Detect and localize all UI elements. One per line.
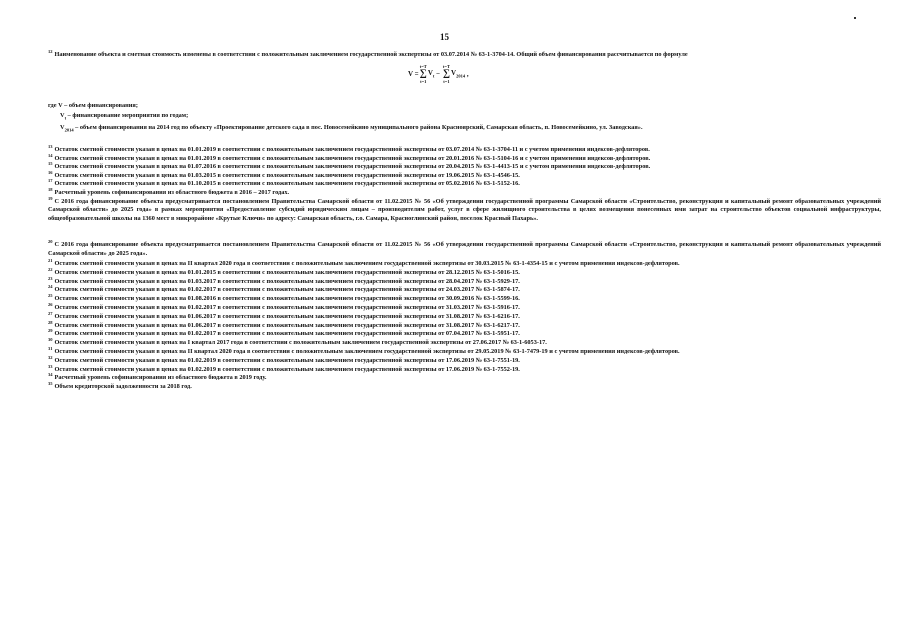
footnote-20: [48, 238, 881, 259]
footnote-number: 25: [48, 293, 53, 299]
def-symbol: V: [60, 124, 65, 131]
footnote-number: 18: [48, 187, 53, 192]
sum-symbol-2: [443, 64, 450, 84]
term-symbol: V: [451, 69, 457, 78]
footnote-text: Остаток сметной стоимости указан в ценах на 01.01.2019 в соответствии с положительным заключением государственной экспертизы от 20.01.2016 № 63-1-5104-16 и с учетом применения индексов-дефляторов.: [54, 154, 651, 162]
definition-vt: [60, 112, 188, 120]
def-text: – объем финансирования на 2014 год по объекту «Проектирование детского сада в пос. Новосемейкино муниципального района Красноярский, Самарская область, п. Новосемейкино, ул. Заводская».: [73, 124, 643, 131]
footnote-number: 13: [48, 144, 53, 149]
footnote-number: 26: [48, 302, 53, 307]
sum-lower-limit: t=1: [420, 79, 427, 84]
footnote-number: 35: [48, 381, 53, 387]
footnote-number: 12: [48, 49, 53, 54]
footnote-text: Остаток сметной стоимости указан в ценах на 01.06.2017 в соответствии с положительным заключением государственной экспертизы от 31.08.2017 № 63-1-6216-17.: [54, 312, 520, 320]
footnote-number: 15: [48, 161, 53, 167]
footnote-text: Остаток сметной стоимости указан в ценах на 01.01.2019 в соответствии с положительным заключением государственной экспертизы от 03.07.2014 № 63-1-3704-11 и с учетом применения индексов-дефляторов.: [54, 146, 650, 154]
formula: [408, 64, 469, 84]
sum-lower-limit: t=1: [443, 79, 450, 84]
footnote-35: [48, 380, 881, 392]
footnote-number: 16: [48, 169, 53, 175]
term-symbol: V: [427, 69, 433, 78]
footnote-text: Остаток сметной стоимости указан в ценах на 01.08.2016 в соответствии с положительным заключением государственной экспертизы от 30.09.2016 № 63-1-5599-16.: [54, 295, 520, 303]
footnote-19: [48, 195, 881, 224]
sum-upper-limit: t=T: [419, 64, 427, 69]
page-number: 15: [440, 32, 449, 42]
formula-tail: ,: [465, 70, 469, 78]
sigma-icon: ∑: [442, 68, 451, 79]
footnote-number: 21: [48, 258, 53, 263]
footnote-text: Остаток сметной стоимости указан в ценах на 01.02.2019 в соответствии с положительным заключением государственной экспертизы от 17.06.2019 № 63-1-7552-19.: [54, 365, 520, 373]
footnote-text: Объем кредиторской задолженности за 2018 год.: [54, 383, 192, 391]
footnote-number: 24: [48, 284, 53, 290]
footnote-text: Расчетный уровень софинансирования из областного бюджета в 2019 году.: [54, 374, 267, 382]
sum-upper-limit: t=T: [442, 64, 450, 69]
footnote-text: Остаток сметной стоимости указан в ценах на 01.03.2015 в соответствии с положительным заключением государственной экспертизы от 19.06.2015 № 63-1-4546-15.: [54, 171, 520, 179]
footnote-number: 14: [48, 152, 53, 158]
footnote-number: 19: [48, 195, 53, 201]
formula-term-2: [451, 69, 465, 78]
formula-lhs: V =: [408, 70, 419, 78]
footnote-text: Остаток сметной стоимости указан в ценах на 01.10.2015 в соответствии с положительным заключением государственной экспертизы от 05.02.2016 № 63-1-5152-16.: [54, 180, 520, 188]
footnote-text: Остаток сметной стоимости указан в ценах на 01.06.2017 в соответствии с положительным заключением государственной экспертизы от 31.08.2017 № 63-1-6217-17.: [54, 321, 520, 329]
footnote-text: Остаток сметной стоимости указан в ценах на 01.02.2017 в соответствии с положительным заключением государственной экспертизы от 07.04.2017 № 63-1-5951-17.: [54, 330, 520, 338]
scan-mark: [854, 17, 856, 19]
def-text: – финансирование мероприятия по годам;: [66, 112, 189, 119]
footnote-text: Наименование объекта и сметная стоимость изменены в соответствии с положительным заключением государственной экспертизы от 03.07.2014 № 63-1-3704-14. Общий объем финансирования рассчитывается по формуле: [54, 51, 688, 59]
term-subscript: 2014: [456, 73, 466, 79]
sum-symbol-1: [420, 64, 427, 84]
footnote-number: 27: [48, 310, 53, 316]
def-symbol: V: [60, 112, 65, 119]
definition-intro: где V – объем финансирования;: [48, 102, 138, 109]
footnote-text: С 2016 года финансирование объекта предусматривается постановлением Правительства Самарской области от 11.02.2015 № 56 «Об утверждении государственной программы Самарской области «Строительство, реконструкция и капитальный ремонт образовательных учреждений Самарской области» до 2025 года».: [48, 241, 881, 257]
footnote-text: Остаток сметной стоимости указан в ценах на 01.03.2017 в соответствии с положительным заключением государственной экспертизы от 28.04.2017 № 63-1-5929-17.: [54, 277, 520, 285]
footnote-number: 29: [48, 328, 53, 334]
footnote-text: Остаток сметной стоимости указан в ценах на II квартал 2020 года в соответствии с положительным заключением государственной экспертизы от 29.05.2019 № 63-1-7479-19 и с учетом применения индексов-дефляторов.: [54, 348, 680, 356]
footnote-number: 28: [48, 319, 53, 325]
def-subscript: 2014: [64, 127, 74, 133]
sigma-icon: ∑: [419, 68, 427, 79]
footnote-number: 34: [48, 372, 53, 378]
footnote-number: 17: [48, 178, 53, 184]
footnote-number: 33: [48, 363, 53, 369]
footnote-text: Расчетный уровень софинансирования из областного бюджета в 2016 – 2017 годах.: [54, 189, 290, 197]
footnote-text: Остаток сметной стоимости указан в ценах на 01.01.2015 в соответствии с положительным заключением государственной экспертизы от 28.12.2015 № 63-1-5016-15.: [54, 268, 520, 276]
footnote-text: С 2016 года финансирование объекта предусматривается постановлением Правительства Самарской области от 11.02.2015 № 56 «Об утверждении государственной программы Самарской области «Строительство, реконструкция и капитальный ремонт образовательных учреждений Самарской области» до 2025 года» в рамках мероприятия «Предоставление субсидий юридическим лицам – производителям работ, услуг в сфере жилищного строительства в целях возмещения понесенных ими затрат на строительство объектов социальной инфраструктуры, общеобразовательной школы на 1360 мест в микрорайоне «Крутые Ключи» по адресу: Самарская область, г.о. Самара, Красноглинский район, поселок Красный Пахарь».: [48, 197, 881, 223]
footnote-text: Остаток сметной стоимости указан в ценах на 01.02.2017 в соответствии с положительным заключением государственной экспертизы от 24.03.2017 № 63-1-5874-17.: [54, 286, 520, 294]
footnote-text: Остаток сметной стоимости указан в ценах на 01.02.2019 в соответствии с положительным заключением государственной экспертизы от 17.06.2019 № 63-1-7551-19.: [54, 356, 520, 364]
footnote-text: Остаток сметной стоимости указан в ценах на I квартал 2017 года в соответствии с положительным заключением государственной экспертизы от 27.06.2017 № 63-1-6053-17.: [54, 339, 547, 347]
footnote-text: Остаток сметной стоимости указан в ценах на 01.02.2017 в соответствии с положительным заключением государственной экспертизы от 31.03.2017 № 63-1-5916-17.: [54, 304, 520, 312]
footnote-text: Остаток сметной стоимости указан в ценах на 01.07.2016 в соответствии с положительным заключением государственной экспертизы от 20.04.2015 № 63-1-4413-15 и с учетом применения индексов-дефляторов.: [54, 163, 651, 171]
footnote-text: Остаток сметной стоимости указан в ценах на II квартал 2020 года в соответствии с положительным заключением государственной экспертизы от 30.03.2015 № 63-1-4354-15 и с учетом применения индексов-дефляторов.: [54, 260, 680, 268]
def-subscript: t: [64, 115, 67, 121]
footnote-number: 23: [48, 275, 53, 281]
footnote-12: [48, 48, 881, 60]
footnote-number: 22: [48, 266, 53, 272]
formula-minus: −: [434, 70, 442, 78]
footnote-number: 31: [48, 346, 53, 351]
footnote-number: 20: [48, 239, 53, 244]
definition-v2014: [60, 124, 643, 132]
footnote-number: 30: [48, 337, 53, 343]
footnote-number: 32: [48, 354, 53, 360]
term-subscript: t: [432, 73, 435, 79]
